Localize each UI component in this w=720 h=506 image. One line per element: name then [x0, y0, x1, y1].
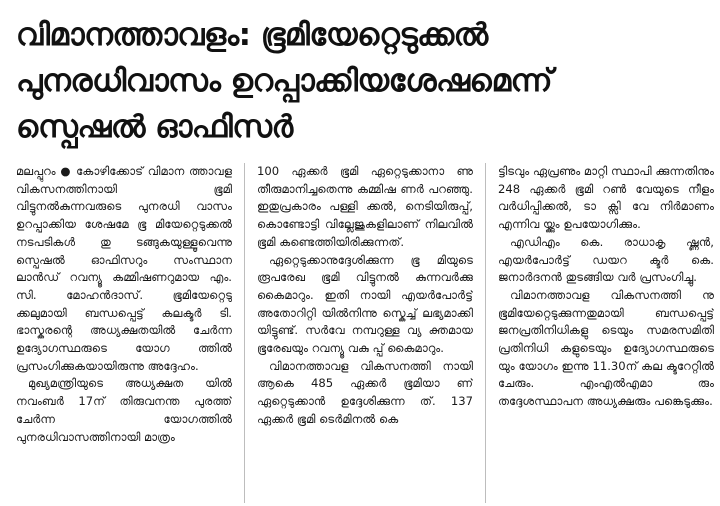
article-headline	[16, 12, 706, 150]
paragraph: വിമാനത്താവള വികസനത്തി നായി ആകെ 485 ഏക്കർ ഭൂമിയാ ണ് ഏറ്റെടുക്കാൻ ഉദ്ദേശിക്കുന്ന ത്. 137 ഏക്കർ ഭൂമി ടെർമിനൽ കെ	[257, 358, 473, 426]
article-column-3	[498, 163, 714, 503]
column-divider	[485, 163, 486, 503]
article-column-2	[257, 163, 473, 503]
headline-line-2: പുനരധിവാസം ഉറപ്പാക്കിയശേഷമെന്ന്	[16, 63, 552, 99]
headline-line-3: സ്പെഷൽ ഓഫിസർ	[16, 109, 293, 145]
paragraph: 100 ഏക്കർ ഭൂമി ഏറ്റെടുക്കാനാ ണു തീരുമാനിച്ചതെന്നു കമ്മിഷ ണർ പറഞ്ഞു. ഇതുപ്രകാരം പള്ളി ക്കൽ, നെടിയിരുപ്പ്, കൊണ്ടോട്ടി വില്ലേജുകളിലാണ് നിലവിൽ ഭൂമി കണ്ടെത്തിയിരിക്കുന്നത്.	[257, 164, 473, 249]
paragraph: ഏറ്റെടുക്കാനുദ്ദേശിക്കുന്ന ഭൂ മിയുടെ രൂപരേഖ ഭൂമി വിട്ടുനൽ കുന്നവർക്കു കൈമാറും. ഇതി നായി എയർപോർട്ട് അതോറിറ്റി യിൽനിന്നു സ്കെച്ച് ലഭ്യമാക്കി യിട്ടുണ്ട്. സർവേ നമ്പറുള്ള വ്യ ക്തമായ ഭൂരേഖയും റവന്യൂ വകു പ്പ് കൈമാറും.	[257, 252, 473, 356]
headline-line-1: വിമാനത്താവളം: ഭൂമിയേറ്റെടുക്കൽ	[16, 17, 488, 53]
paragraph: വിമാനത്താവള വികസനത്തി നു ഭൂമിയേറ്റെടുക്കുന്നതുമായി ബന്ധപ്പെട്ട് ജനപ്രതിനിധികളു ടെയും സമരസമിതി പ്രതിനിധി കളുടെയും ഉദ്യോഗസ്ഥരുടെ യും യോഗം ഇന്നു 11.30ന് കല ക്ടറേറ്റിൽ ചേരും. എംഎൽഎമാ രും തദ്ദേശസ്ഥാപന അധ്യക്ഷരും പങ്കെടുക്കും.	[498, 287, 714, 409]
paragraph: മലപ്പുറം ● കോഴിക്കോട് വിമാന ത്താവള വികസനത്തിനായി ഭൂമി വിട്ടുനൽകുന്നവരുടെ പുനരധി വാസം ഉറപ്പാക്കിയ ശേഷമേ ഭൂ മിയേറ്റെടുക്കൽ നടപടികൾ തു ടങ്ങുകയുള്ളൂവെന്നു സ്പെഷൽ ഓഫിസറും സംസ്ഥാന ലാൻഡ് റവന്യൂ കമ്മിഷണറുമായ എം. സി. മോഹൻദാസ്. ഭൂമിയേറ്റെടു ക്കലുമായി ബന്ധപ്പെട്ട് കലക്ടർ ടി. ഭാസ്കരന്റെ അധ്യക്ഷതയിൽ ചേർന്ന ഉദ്യോഗസ്ഥരുടെ യോഗ ത്തിൽ പ്രസംഗിക്കുകയായിരുന്നു അദ്ദേഹം.	[16, 164, 232, 373]
paragraph: മുഖ്യമന്ത്രിയുടെ അധ്യക്ഷത യിൽ നവംബർ 17ന് തിരുവനന്ത പുരത്ത് ചേർന്ന യോഗത്തിൽ പുനരധിവാസത്തിനായി മാത്രം	[16, 376, 232, 444]
column-divider	[244, 163, 245, 503]
paragraph: ട്ടിടവും ഏപ്രണും മാറ്റി സ്ഥാപി ക്കുന്നതിനും 248 ഏക്കർ ഭൂമി റൺ വേയുടെ നീളം വർധിപ്പിക്കൽ, ടാ ക്സി വേ നിർമാണം എന്നിവ യ്ക്കും ഉപയോഗിക്കും.	[498, 164, 714, 232]
paragraph: എഡിഎം കെ. രാധാകൃ ഷ്ണൻ, എയർപോർട്ട് ഡയറ ക്ടർ കെ. ജനാർദനൻ തുടങ്ങിയ വർ പ്രസംഗിച്ചു.	[498, 234, 714, 285]
article-body	[16, 163, 714, 503]
article-column-1	[16, 163, 232, 503]
